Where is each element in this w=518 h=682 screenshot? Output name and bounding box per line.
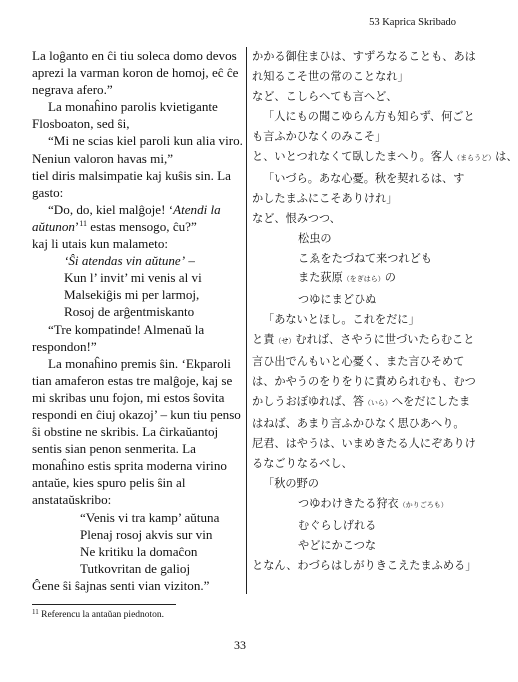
running-header: 53 Kaprica Skribado: [369, 17, 456, 28]
text-line: は、かやうのをりをりに責められむも、むつ: [252, 375, 476, 389]
esperanto-column: [32, 47, 244, 594]
text-segment: “Do, do, kiel malĝoje! ‘: [48, 201, 174, 217]
poem-line: Plenaj rosoj akvis sur vin: [80, 526, 213, 542]
text-line: [252, 330, 475, 352]
text-line: kaj li utais kun malameto:: [32, 236, 169, 252]
poem-line: 松虫の: [298, 231, 332, 245]
text-line: [32, 218, 244, 235]
poem-line: Tutkovritan de galioj: [80, 560, 191, 576]
text-line: tiel diris malsimpatie kaj kuŝis sin. La: [32, 167, 231, 183]
text-line: [252, 392, 471, 414]
text-line: など、恨みつつ、: [252, 211, 341, 225]
text-line: [252, 147, 518, 169]
footnote-marker[interactable]: 11: [79, 218, 87, 228]
text-line: gasto:: [32, 184, 64, 200]
text-line: 「あないとほし。これをだに」: [263, 313, 420, 327]
text-line: respondi en ĉiuj okazoj’ – kun tiu penso: [32, 406, 241, 422]
text-line: も言ふかひなくのみこそ」: [252, 129, 387, 143]
text-line: La monaĥino parolis kvietigante: [48, 99, 218, 115]
text-line: 言ひ出でんもいと心憂く、また言ひそめて: [252, 355, 465, 369]
italic-phrase: ‘Ŝi atendas vin aŭtune’: [64, 253, 186, 269]
text-segment: むれば、さやうに世づいたらむこと: [295, 333, 475, 347]
text-line: となん、わづらはしがりきこえたまふめる」: [252, 558, 477, 572]
text-line: れ知るこそ世の常のことなれ」: [252, 69, 409, 83]
text-line: Flosboaton, sed ŝi,: [32, 116, 130, 132]
furigana: （せ）: [274, 337, 296, 346]
text-line: るなごりなるべし、: [252, 457, 353, 471]
text-line: など、こしらへても言へど、: [252, 89, 398, 103]
text-line: antaŭe, kies spuro pelis ŝin al: [32, 475, 186, 491]
text-line: 尼君、はやうは、いまめきたる人にぞありけ: [252, 437, 476, 451]
text-segment: また荻原: [298, 271, 343, 285]
text-line: 「秋の野の: [263, 477, 319, 491]
poem-line: こゑをたづねて来つれども: [298, 251, 432, 265]
poem-line: “Venis vi tra kamp’ aŭtuna: [80, 509, 220, 525]
poem-line: [32, 252, 244, 269]
poem-line: Malsekiĝis mi per larmoj,: [64, 287, 200, 303]
text-line: respondon!”: [32, 338, 97, 354]
footnote-text: Referencu la antaŭan piednoton.: [38, 610, 165, 620]
text-line: “Tre kompatinde! Almenaŭ la: [48, 321, 205, 337]
text-line: 「人にもの聞こゆらん方も知らず、何ごと: [263, 109, 475, 123]
text-line: sentis sian penon senmerita. La: [32, 441, 196, 457]
poem-line: やどにかこつな: [298, 538, 377, 552]
column-divider: [246, 47, 247, 594]
italic-phrase: aŭtunon: [32, 218, 75, 234]
text-line: La loĝanto en ĉi tiu soleca domo devos: [32, 48, 237, 63]
text-line: 「いづら。あな心憂。秋を契れるは、す: [263, 171, 465, 185]
poem-line: つゆにまどひぬ: [298, 293, 377, 307]
text-segment: は、: [495, 149, 518, 163]
text-line: Neniun valoron havas mi,”: [32, 150, 174, 166]
italic-phrase: Atendi la: [173, 201, 221, 217]
footnote-rule: [32, 604, 176, 605]
text-line: “Mi ne scias kiel paroli kun alia viro.: [48, 133, 243, 149]
poem-line: Kun l’ invit’ mi venis al vi: [64, 270, 202, 286]
text-line: [32, 201, 244, 218]
text-line: かかる御住まひは、すずろなることも、あは: [252, 50, 476, 63]
text-line: aprezi la varman koron de homoj, eĉ ĉe: [32, 65, 239, 81]
text-segment: ’: [74, 218, 80, 234]
text-segment: かしうおぼゆれば、答: [252, 395, 364, 409]
poem-line: むぐらしげれる: [298, 518, 377, 532]
text-line: ŝi obstine ne skribis. La ĉirkaŭantoj: [32, 424, 219, 440]
furigana: （をぎはら）: [342, 275, 385, 284]
page-number: 33: [234, 638, 246, 652]
poem-line: Ne kritiku la domaĉon: [80, 543, 198, 559]
text-line: tian amaferon estas tre malĝoje, kaj se: [32, 372, 233, 388]
text-line: Ĝene ŝi ŝajnas senti vian viziton.”: [32, 577, 210, 593]
text-line: mi skribas unu fojon, mi estos ŝovita: [32, 389, 225, 405]
poem-line: Rosoj de arĝentmiskanto: [64, 304, 195, 320]
text-segment: –: [185, 253, 195, 269]
text-segment: つゆわけきたる狩衣: [298, 496, 399, 510]
furigana: （かりごろも）: [398, 500, 448, 509]
text-line: かしたまふにこそありけれ」: [252, 191, 398, 205]
text-segment: へをだにしたま: [391, 395, 471, 409]
furigana: （いら）: [363, 399, 392, 408]
text-segment: と責: [252, 333, 275, 347]
text-line: anstataŭskribo:: [32, 492, 112, 508]
text-segment: の: [384, 271, 396, 285]
text-line: monaĥino estis sprita moderna virino: [32, 458, 227, 474]
text-line: はねば、あまり言ふかひなく思ひあへり。: [252, 417, 465, 431]
text-line: negrava afero.”: [32, 82, 113, 98]
footnote: [32, 610, 164, 620]
poem-line: [252, 494, 462, 516]
poem-line: [252, 268, 462, 290]
footnote-number: 11: [32, 608, 39, 616]
text-segment: estas mensogo, ĉu?”: [87, 218, 197, 234]
japanese-column: [252, 47, 518, 576]
text-line: La monaĥino premis ŝin. ‘Ekparoli: [48, 355, 231, 371]
furigana: （まらうど）: [453, 153, 496, 162]
text-segment: と、いとつれなくて臥したまへり。客人: [252, 149, 454, 163]
